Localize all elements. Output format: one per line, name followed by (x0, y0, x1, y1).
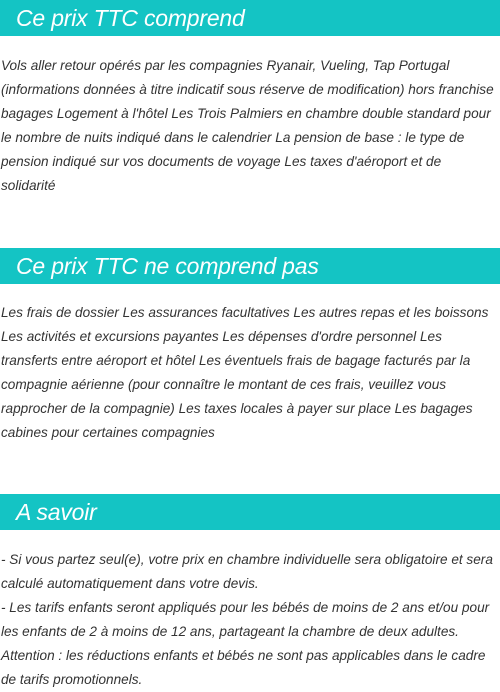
section-text-not-included: Les frais de dossier Les assurances facultatives Les autres repas et les boissons Les activités et excursions payantes Les dépenses d'ordre personnel Les transferts entre aéroport et hôtel Les éventuels frais de bagage facturés par la compagnie aérienne (pour connaître le montant de ces frais, veuillez vous rapprocher de la compagnie) Les taxes locales à payer sur place Les bagages cabines pour certaines compagnies (1, 305, 489, 440)
info-line-attention: Attention : les réductions enfants et bébés ne sont pas applicables dans le cadre de tarifs promotionnels. (1, 648, 486, 687)
section-header-included (0, 0, 500, 36)
section-text-to-know (0, 548, 499, 692)
section-included (0, 0, 500, 198)
info-line-children: - Les tarifs enfants seront appliqués pour les bébés de moins de 2 ans et/ou pour les enfants de 2 à moins de 12 ans, partageant la chambre de deux adultes. (1, 600, 490, 639)
section-title-not-included: Ce prix TTC ne comprend pas (16, 252, 319, 279)
section-text-included: Vols aller retour opérés par les compagnies Ryanair, Vueling, Tap Portugal (informations données à titre indicatif sous réserve de modification) hors franchise bagages Logement à l'hôtel Les Trois Palmiers en chambre double standard pour le nombre de nuits indiqué dans le calendrier La pension de base : le type de pension indiqué sur vos documents de voyage Les taxes d'aéroport et de solidarité (1, 58, 494, 193)
info-line-solo: - Si vous partez seul(e), votre prix en chambre individuelle sera obligatoire et sera calculé automatiquement dans votre devis. (1, 552, 493, 591)
section-title-included: Ce prix TTC comprend (16, 4, 245, 31)
section-header-to-know (0, 494, 500, 530)
section-to-know (0, 494, 500, 692)
section-not-included (0, 248, 500, 445)
section-header-not-included (0, 248, 500, 284)
section-title-to-know: A savoir (16, 498, 97, 525)
